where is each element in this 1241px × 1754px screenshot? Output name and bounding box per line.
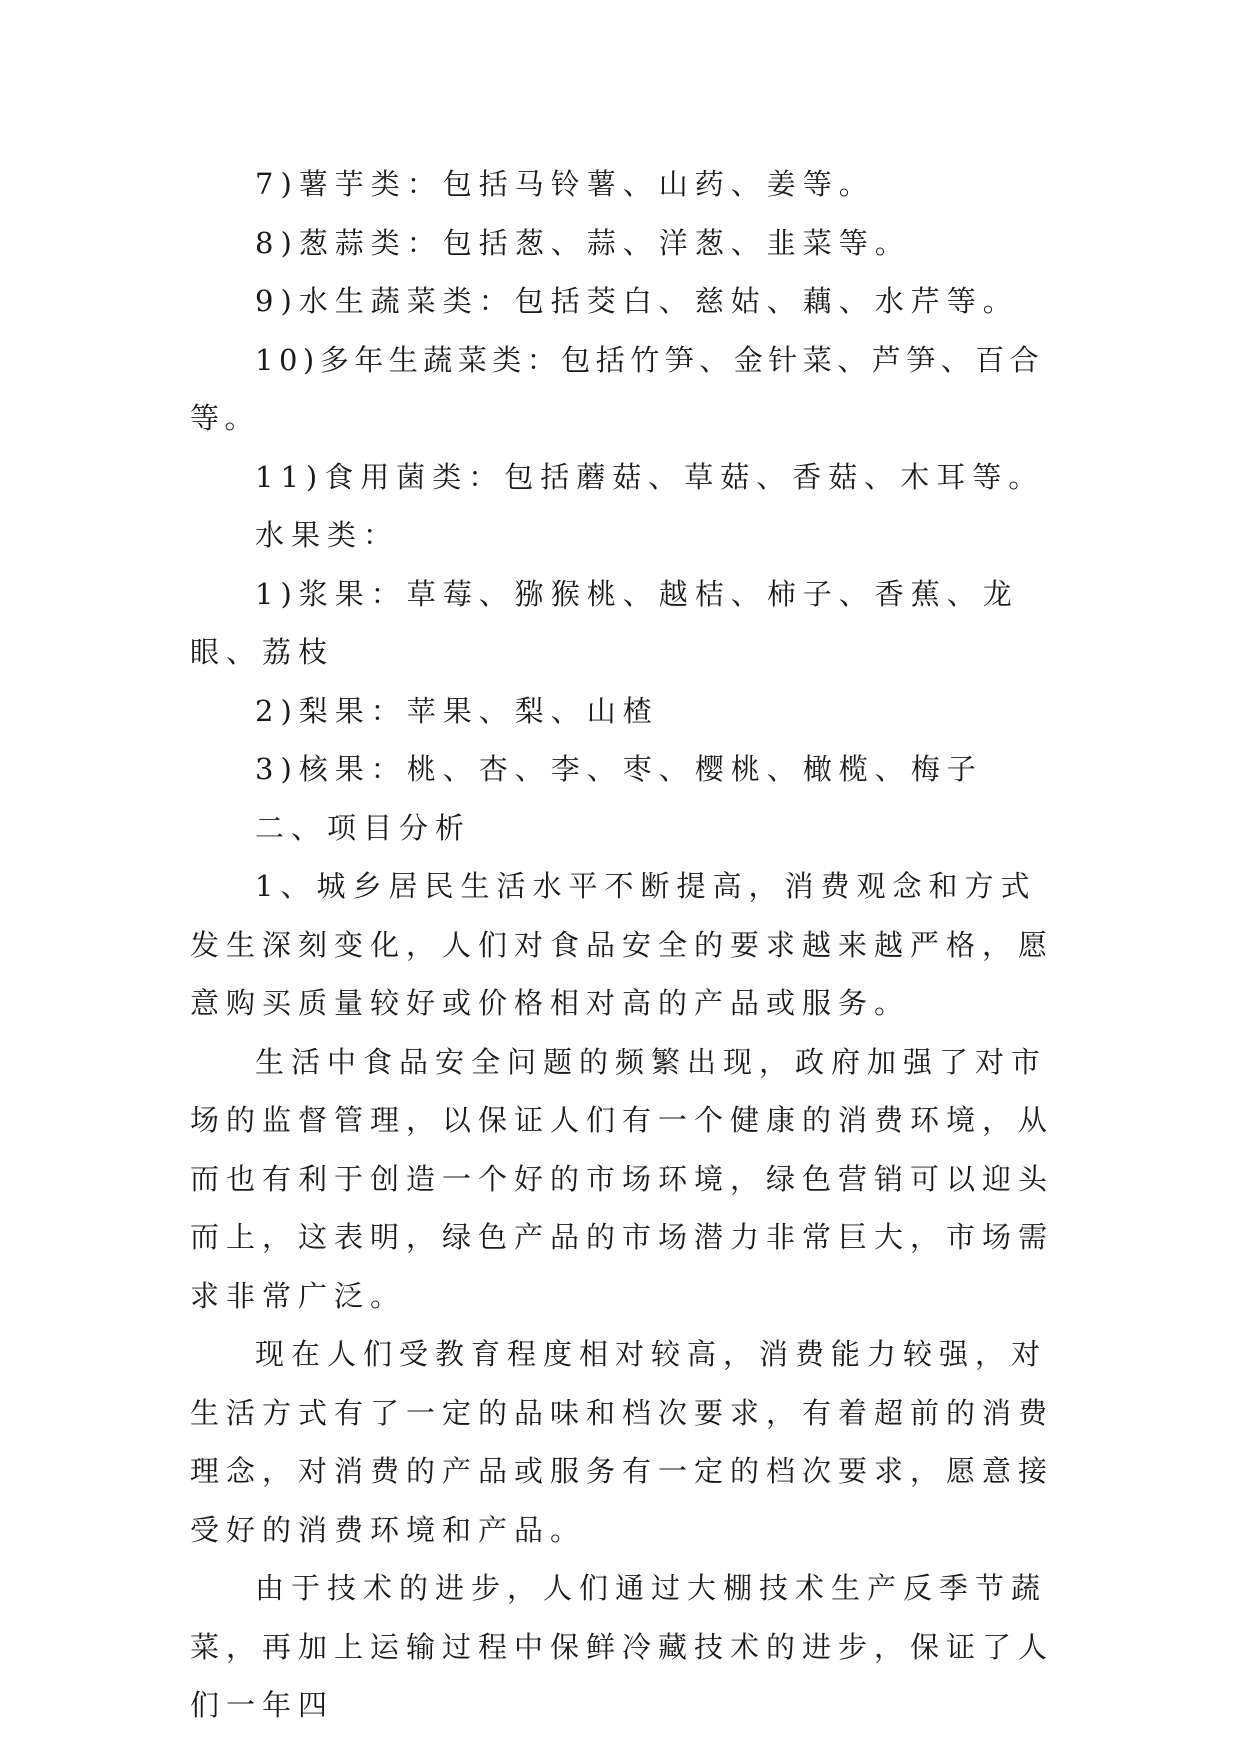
paragraph-technology-progress: 由于技术的进步，人们通过大棚技术生产反季节蔬菜，再加上运输过程中保鲜冷藏技术的进步，保证了人们一年四	[190, 1571, 1055, 1722]
paragraph-education-consumption: 现在人们受教育程度相对较高，消费能力较强，对生活方式有了一定的品味和档次要求，有着超前的消费理念，对消费的产品或服务有一定的档次要求，愿意接受好的消费环境和产品。	[190, 1337, 1055, 1547]
paragraph-pome-fruits: 2)梨果：苹果、梨、山楂	[255, 693, 659, 728]
paragraph-food-safety: 生活中食品安全问题的频繁出现，政府加强了对市场的监督管理，以保证人们有一个健康的消费环境，从而也有利于创造一个好的市场环境，绿色营销可以迎头而上，这表明，绿色产品的市场潜力非常巨大，市场需求非常广泛。	[190, 1044, 1055, 1313]
document-body	[190, 155, 1060, 1735]
paragraph-berries: 1)浆果：草莓、猕猴桃、越桔、柿子、香蕉、龙眼、荔枝	[190, 576, 1019, 669]
paragraph-edible-fungi: 11)食用菌类：包括蘑菇、草菇、香菇、木耳等。	[255, 459, 1045, 494]
paragraph-alliums: 8)葱蒜类：包括葱、蒜、洋葱、韭菜等。	[255, 225, 911, 260]
section-heading-project-analysis: 二、项目分析	[255, 810, 472, 845]
paragraph-living-standards: 1、城乡居民生活水平不断提高，消费观念和方式发生深刻变化，人们对食品安全的要求越来越严格，愿意购买质量较好或价格相对高的产品或服务。	[190, 869, 1055, 1020]
paragraph-fruit-heading: 水果类：	[255, 518, 400, 552]
paragraph-perennial-vegetables: 10)多年生蔬菜类：包括竹笋、金针菜、芦笋、百合等。	[190, 342, 1045, 435]
paragraph-tubers: 7)薯芋类：包括马铃薯、山药、姜等。	[255, 167, 875, 201]
paragraph-stone-fruits: 3)核果：桃、杏、李、枣、樱桃、橄榄、梅子	[255, 752, 983, 786]
paragraph-aquatic-vegetables: 9)水生蔬菜类：包括茭白、慈姑、藕、水芹等。	[255, 284, 1019, 318]
